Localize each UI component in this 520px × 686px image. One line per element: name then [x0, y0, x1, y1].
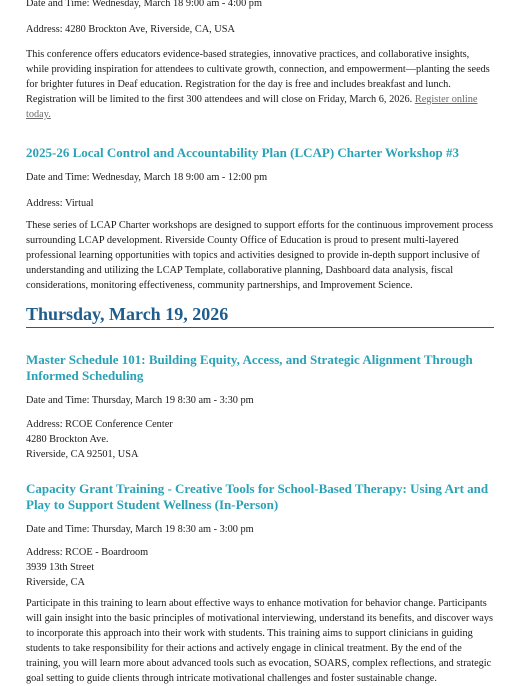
event-datetime: Date and Time: Wednesday, March 18 9:00 am - 12:00 pm	[26, 172, 268, 183]
event-description: Participate in this training to learn about effective ways to enhance motivation for behavior change. Participants will gain insight into the basic principles of motivational interviewing, understand its benefits, and discover ways to incorporate this approach into their work with students. This training aims to support clinicians in guiding students to take responsibility for their actions and actively engage in clinical treatment. By the end of the training, you will learn more about advanced tools such as evocation, SOARS, complex reflections, and strategic goal setting to guide clients through intricate motivational challenges and foster sustainable change.	[26, 598, 493, 684]
event-datetime: Date and Time: Thursday, March 19 8:30 am - 3:00 pm	[26, 524, 254, 535]
address-line: 4280 Brockton Ave.	[26, 434, 109, 445]
event-title: 2025-26 Local Control and Accountability Plan (LCAP) Charter Workshop #3	[26, 145, 459, 160]
address-line: 3939 13th Street	[26, 562, 95, 573]
event-datetime: Date and Time: Thursday, March 19 8:30 am - 3:30 pm	[26, 395, 254, 406]
address-line: Riverside, CA	[26, 577, 85, 588]
event-description	[26, 47, 494, 122]
day-heading: Thursday, March 19, 2026	[26, 303, 494, 328]
event-description: These series of LCAP Charter workshops are designed to support efforts for the continuous improvement process surrounding LCAP development. Riverside County Office of Education is proud to present multi-layered professional learning opportunities with topics and activities designed to provide in-depth support inclusive of understanding and utilizing the LCAP Template, collaborative planning, Dashboard data analysis, fiscal considerations, monitoring effectiveness, community partnerships, and Improvement Science.	[26, 220, 493, 291]
register-link[interactable]: Register online today.	[26, 94, 478, 120]
event-address	[26, 545, 494, 590]
event-title: Master Schedule 101: Building Equity, Access, and Strategic Alignment Through Informed Scheduling	[26, 352, 473, 383]
event-address: Address: Virtual	[26, 198, 94, 209]
event-address	[26, 417, 494, 462]
address-line: Address: RCOE - Boardroom	[26, 547, 149, 558]
address-line: Riverside, CA 92501, USA	[26, 449, 139, 460]
event-title: Capacity Grant Training - Creative Tools for School-Based Therapy: Using Art and Play to Support Student Wellness (In-Person)	[26, 481, 489, 512]
event-datetime: Date and Time: Wednesday, March 18 9:00 am - 4:00 pm	[26, 0, 262, 9]
address-line: Address: RCOE Conference Center	[26, 419, 173, 430]
event-description-text: This conference offers educators evidence-based strategies, innovative practices, and collaborative insights, while providing inspiration for attendees to cultivate growth, connection, and empowerment—planting the seeds for brighter futures in Deaf education. Registration for the day is free and includes breakfast and lunch. Registration will be limited to the first 300 attendees and will close on Friday, March 6, 2026.	[26, 49, 490, 105]
event-address: Address: 4280 Brockton Ave, Riverside, CA, USA	[26, 24, 235, 35]
